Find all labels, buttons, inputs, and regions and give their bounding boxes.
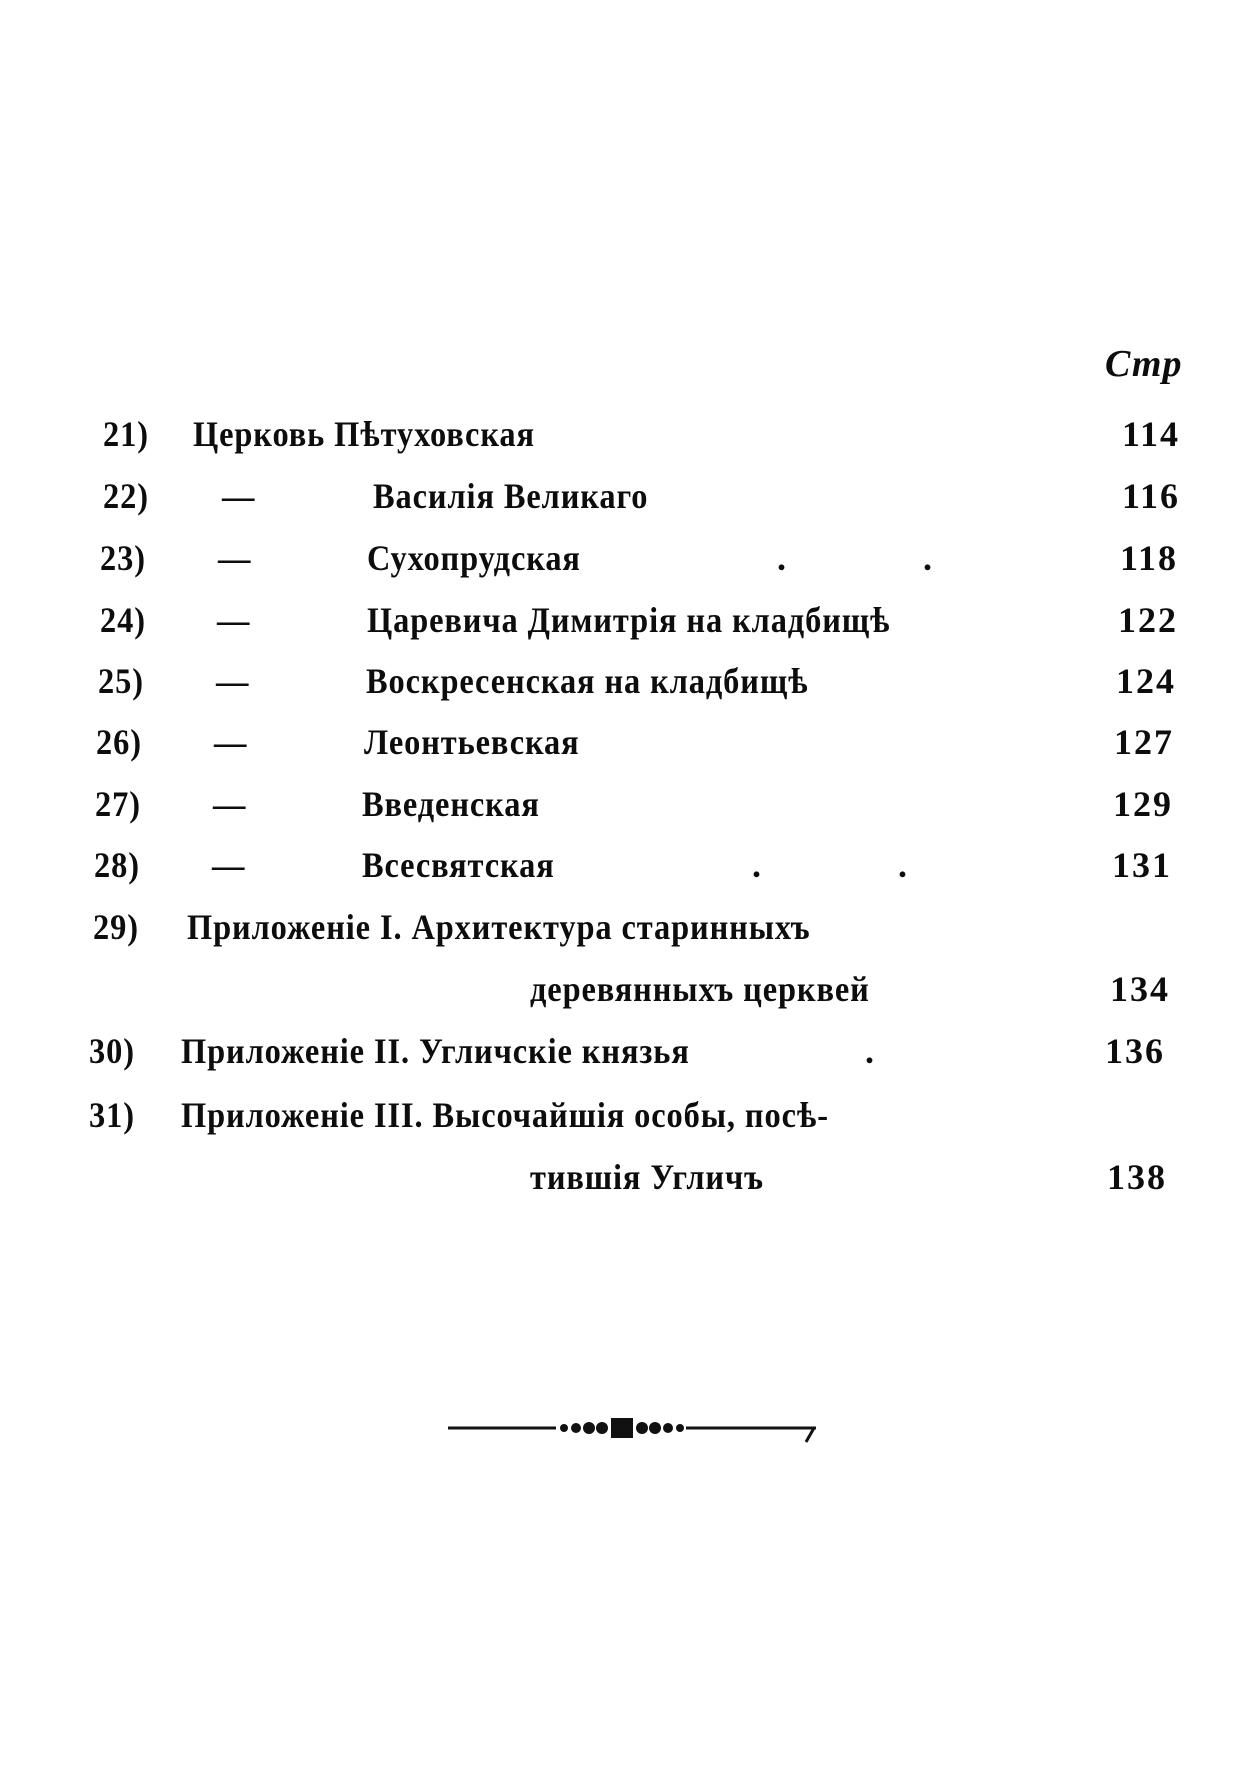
entry-number: 28) [94,845,140,885]
entry-page: 138 [1107,1157,1167,1197]
dot-leader: . [865,1031,938,1071]
entry-title: Всесвятская [362,845,555,885]
entry-title: Сухопрудская [367,538,581,578]
entry-page: 124 [1116,661,1176,701]
ditto-dash: — [214,722,248,762]
entry-number: 27) [95,784,141,824]
entry-title: Царевича Димитрія на кладбищѣ [367,600,891,640]
entry-page: 136 [1105,1031,1165,1071]
entry-number: 25) [98,661,144,701]
entry-number: 23) [100,538,146,578]
entry-page: 122 [1118,600,1178,640]
entry-number: 30) [89,1031,135,1071]
entry-title: Введенская [362,784,540,824]
entry-number: 31) [89,1095,135,1135]
entry-title-continuation: деревянныхъ церквей [530,969,870,1009]
ditto-dash: — [212,845,246,885]
tailpiece-ornament [446,1414,826,1444]
ditto-dash: — [222,476,256,516]
entry-title: Приложеніе III. Высочайшія особы, посѣ- [181,1095,829,1135]
ditto-dash: — [213,784,247,824]
ditto-dash: — [216,661,250,701]
entry-title: Приложеніе II. Угличскіе князья [181,1031,690,1071]
entry-page: 134 [1110,969,1170,1009]
entry-page: 118 [1119,538,1178,578]
entry-number: 21) [103,414,149,454]
entry-title: Леонтьевская [364,722,580,762]
entry-page: 114 [1121,414,1180,454]
entry-title: Церковь Пѣтуховская [193,414,535,454]
dot-leader: . . [777,538,996,578]
entry-title-continuation: тившія Угличъ [530,1157,764,1197]
entry-number: 24) [100,600,146,640]
entry-page: 131 [1112,845,1172,885]
entry-number: 26) [96,722,142,762]
entry-number: 22) [103,476,149,516]
entry-page: 116 [1121,476,1180,516]
dot-leader: . . [752,845,971,885]
ditto-dash: — [217,600,251,640]
entry-number: 29) [93,907,139,947]
page-column-header: Стр [1105,343,1183,385]
entry-title: Воскресенская на кладбищѣ [366,661,809,701]
entry-page: 127 [1114,722,1174,762]
entry-title: Приложеніе I. Архитектура старинныхъ [187,907,811,947]
ditto-dash: — [218,538,252,578]
entry-page: 129 [1113,784,1173,824]
entry-title: Василія Великаго [373,476,649,516]
